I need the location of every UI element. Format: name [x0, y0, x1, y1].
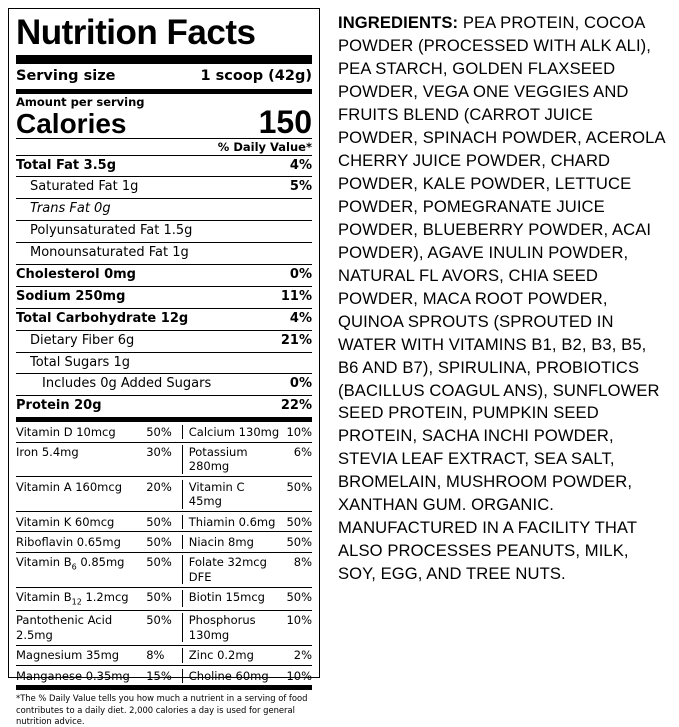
vitamin-dv-left: 50% [146, 555, 172, 570]
nutrient-row [16, 242, 312, 264]
nutrient-row [16, 308, 312, 330]
vitamin-name-left: Riboflavin 0.65mg [16, 534, 121, 549]
vitamin-row [16, 552, 312, 587]
nutrient-row [16, 352, 312, 374]
nutrient-daily-value: 22% [280, 398, 312, 414]
nutrient-row [16, 330, 312, 352]
vitamin-dv-left: 50% [146, 534, 172, 549]
vitamin-dv-right: 10% [286, 668, 312, 683]
nutrient-name: Includes 0g Added Sugars [42, 376, 212, 392]
vitamin-row [16, 422, 312, 441]
vitamin-dv-left: 15% [146, 668, 172, 683]
vitamin-name-right: Niacin 8mg [182, 535, 280, 549]
nutrient-name: Dietary Fiber 6g [30, 332, 135, 348]
vitamin-name-right: Biotin 15mcg [182, 590, 280, 607]
nutrient-name: Cholesterol 0mg [16, 267, 136, 282]
calories-label: Calories [16, 107, 127, 139]
serving-size-row [16, 64, 312, 89]
nutrient-daily-value: 4% [289, 157, 312, 173]
ingredients-heading: INGREDIENTS: [338, 13, 459, 32]
nutrient-row [16, 156, 312, 177]
nutrient-row [16, 176, 312, 198]
vitamin-dv-left: 50% [146, 514, 172, 529]
vitamin-row [16, 587, 312, 610]
vitamin-dv-right: 50% [286, 534, 312, 549]
nutrient-daily-value: 0% [289, 376, 312, 392]
vitamin-name-right: Zinc 0.2mg [182, 648, 280, 662]
vitamin-row [16, 645, 312, 665]
vitamin-dv-right: 50% [286, 590, 312, 605]
divider-thick-top [16, 55, 312, 64]
vitamin-dv-right: 50% [286, 514, 312, 529]
nutrient-list [16, 156, 312, 418]
vitamin-name-left: Vitamin D 10mcg [16, 424, 116, 439]
serving-size-value: 1 scoop (42g) [200, 68, 312, 84]
nutrient-daily-value: 5% [289, 179, 312, 195]
vitamin-row [16, 531, 312, 551]
vitamin-name-right: Calcium 130mg [182, 425, 280, 439]
nutrient-name: Total Fat 3.5g [16, 157, 117, 173]
vitamin-dv-right: 2% [293, 648, 312, 663]
vitamin-dv-right: 10% [286, 424, 312, 439]
daily-value-header: % Daily Value* [217, 139, 312, 154]
vitamin-name-left: Iron 5.4mg [16, 445, 79, 460]
vitamin-dv-right: 50% [286, 479, 312, 494]
nutrient-name: Trans Fat 0g [30, 201, 111, 217]
serving-size-label: Serving size [16, 68, 116, 84]
nutrient-row [16, 373, 312, 395]
nutrient-row [16, 220, 312, 242]
nutrient-row [16, 198, 312, 220]
vitamin-dv-left: 50% [146, 590, 172, 605]
nutrient-daily-value: 11% [280, 288, 312, 304]
vitamin-row [16, 610, 312, 645]
vitamin-dv-right: 8% [293, 555, 312, 570]
ingredients-block [320, 8, 673, 678]
vitamin-name-left: Manganese 0.35mg [16, 668, 130, 683]
vitamin-dv-right: 10% [286, 613, 312, 628]
vitamin-name-left: Magnesium 35mg [16, 648, 120, 663]
nutrient-daily-value: 21% [280, 332, 312, 348]
vitamin-dv-right: 6% [293, 445, 312, 460]
nutrient-daily-value: 4% [289, 310, 312, 326]
nutrient-row [16, 286, 312, 308]
vitamin-row [16, 511, 312, 531]
calories-value: 150 [258, 103, 312, 140]
nutrient-name: Total Sugars 1g [30, 354, 130, 370]
nutrient-row [16, 395, 312, 417]
vitamin-name-right: Vitamin C 45mg [182, 480, 280, 509]
nutrient-daily-value: 0% [289, 267, 312, 282]
vitamin-row [16, 665, 312, 685]
vitamin-name-right: Folate 32mcg DFE [182, 555, 280, 584]
nutrition-facts-panel [8, 8, 320, 726]
vitamin-name-left: Vitamin $B_{12}$ 1.2mcg [16, 590, 129, 607]
ingredients-text: PEA PROTEIN, COCOA POWDER (PROCESSED WITH ALK ALI), PEA STARCH, GOLDEN FLAXSEED POWDER, VEGA ONE VEGGIES AND FRUITS BLEND (CARROT JUICE POWDER, SPINACH POWDER, ACEROLA CHERRY JUICE POWDER, CHARD POWDER, KALE POWDER, LETTUCE POWDER, POMEGRANATE JUICE POWDER, BLUEBERRY POWDER, ACAI POWDER), AGAVE INULIN POWDER, NATURAL FL AVORS, CHIA SEED POWDER, MACA ROOT POWDER, QUINOA SPROUTS (SPROUTED IN WATER WITH VITAMINS B1, B2, B3, B5, B6 AND B7), SPIRULINA, PROBIOTICS (BACILLUS COAGUL ANS), SUNFLOWER SEED PROTEIN, PUMPKIN SEED PROTEIN, SACHA INCHI POWDER, STEVIA LEAF EXTRACT, SEA SALT, BROMELAIN, MUSHROOM POWDER, XANTHAN GUM. ORGANIC. MANUFACTURED IN A FACILITY THAT ALSO PROCESSES PEANUTS, MILK, SOY, EGG, AND TREE NUTS. [338, 13, 665, 584]
nutrient-name: Monounsaturated Fat 1g [30, 245, 189, 261]
vitamin-name-left: Vitamin $B_6$ 0.85mg [16, 555, 125, 572]
nutrient-name: Total Carbohydrate 12g [16, 310, 189, 326]
calories-row [16, 103, 312, 140]
vitamin-name-left: Vitamin K 60mcg [16, 514, 115, 529]
footnote: *The % Daily Value tells you how much a nutrient in a serving of food contributes to a daily diet. 2,000 calories a day is used for general nutrition advice. [16, 693, 308, 726]
panel-title: Nutrition Facts [16, 13, 256, 52]
vitamin-dv-left: 50% [146, 424, 172, 439]
vitamin-dv-left: 20% [146, 479, 172, 494]
vitamin-dv-left: 50% [146, 613, 172, 628]
nutrient-row [16, 264, 312, 286]
vitamin-dv-left: 30% [146, 445, 172, 460]
vitamin-name-right: Thiamin 0.6mg [182, 515, 280, 529]
vitamin-name-left: Pantothenic Acid 2.5mg [16, 613, 113, 642]
amount-per-serving-label: Amount per serving [16, 94, 145, 109]
vitamin-row [16, 442, 312, 477]
vitamin-name-right: Potassium 280mg [182, 445, 280, 474]
vitamin-row [16, 476, 312, 511]
nutrient-name: Polyunsaturated Fat 1.5g [30, 223, 193, 239]
nutrient-name: Sodium 250mg [16, 288, 126, 304]
vitamin-name-right: Choline 60mg [182, 669, 280, 683]
vitamin-list [16, 422, 312, 685]
nutrient-name: Saturated Fat 1g [30, 179, 139, 195]
vitamin-name-right: Phosphorus 130mg [182, 613, 280, 642]
nutrient-name: Protein 20g [16, 398, 102, 414]
vitamin-name-left: Vitamin A 160mcg [16, 479, 123, 494]
vitamin-dv-left: 8% [146, 648, 165, 663]
